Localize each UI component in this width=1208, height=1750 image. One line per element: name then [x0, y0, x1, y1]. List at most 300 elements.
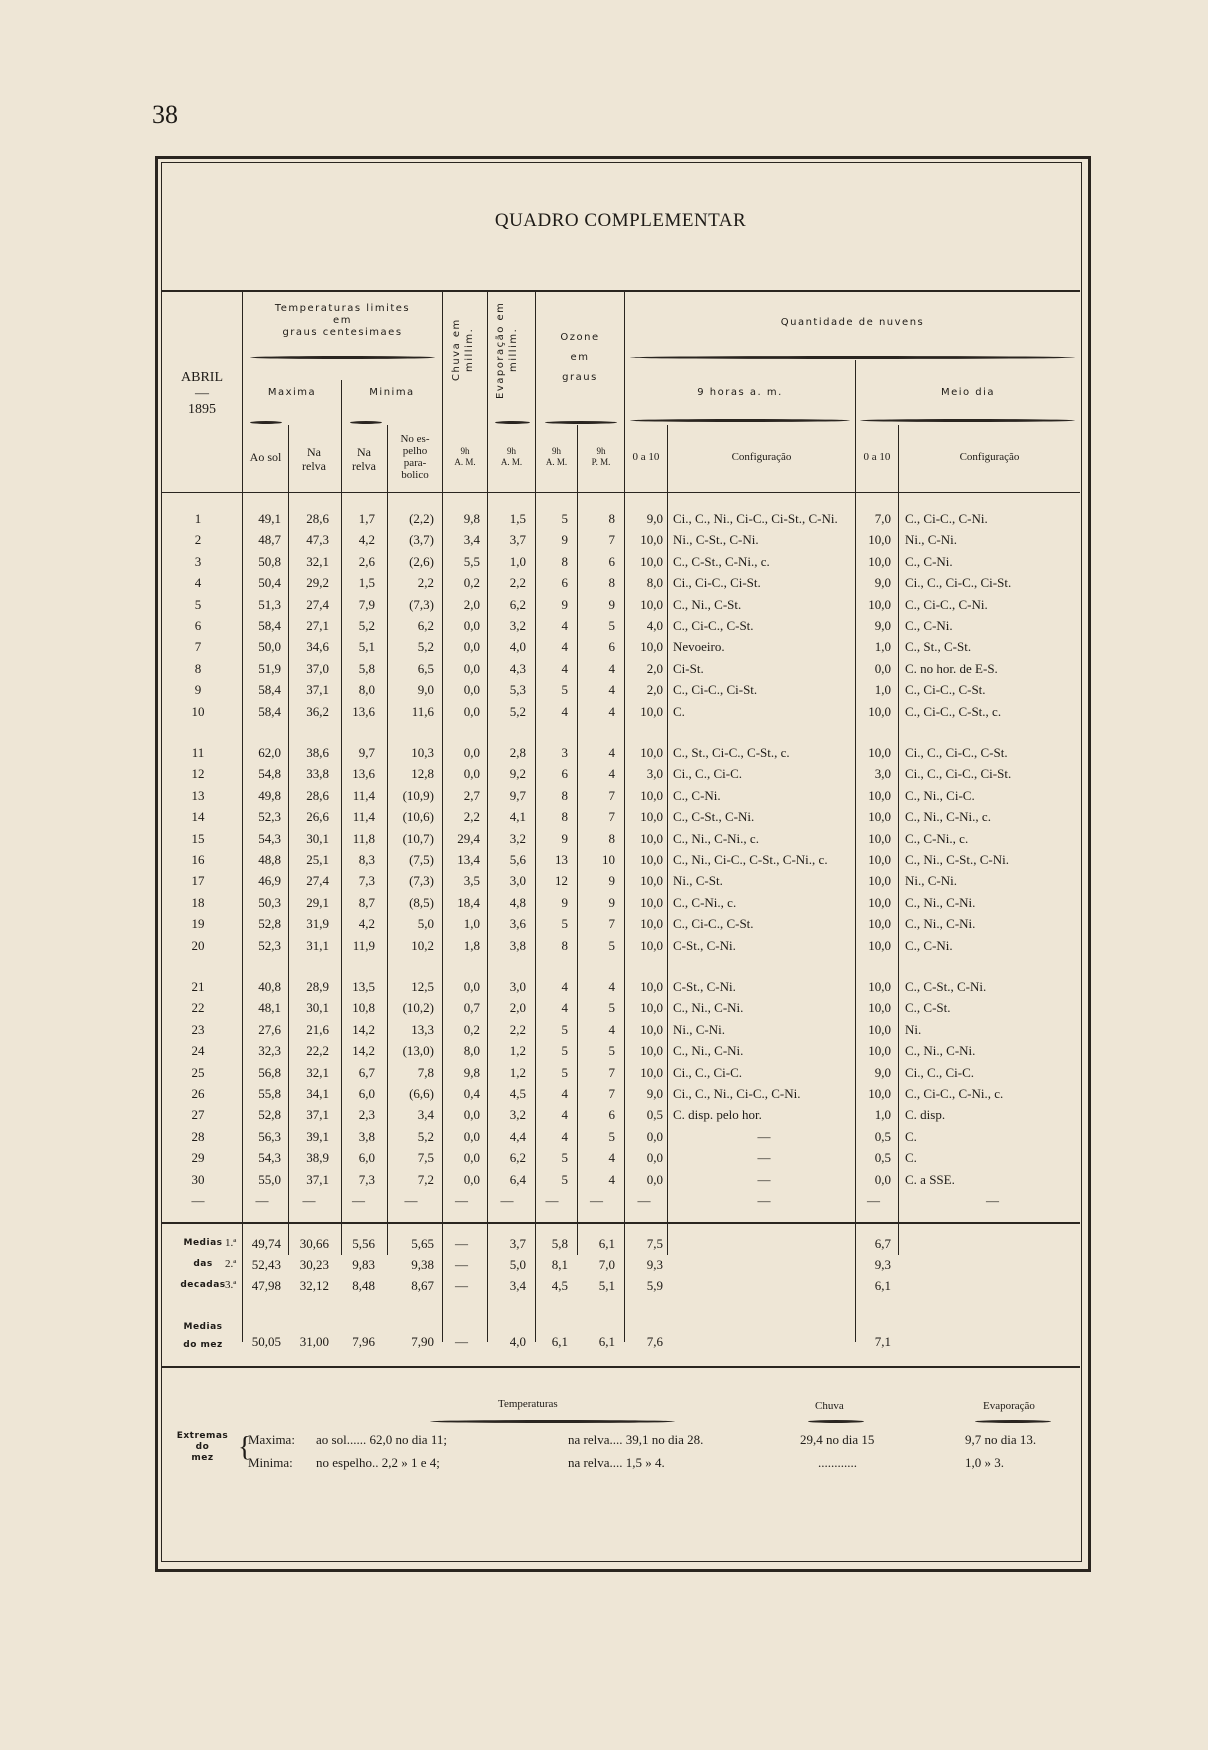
cell-clouds-am: 7,6: [646, 1334, 663, 1349]
cell-min-mirror: 2,2: [417, 575, 434, 591]
cell-max-sun: 49,8: [258, 787, 281, 803]
cell-ozone-pm: 6: [608, 553, 615, 569]
cell-evaporation: 3,2: [509, 1107, 526, 1123]
cell-max-sun: 32,3: [258, 1043, 281, 1059]
cell-day: 29: [191, 1150, 205, 1166]
cell-config-noon: C., St., C-St.: [905, 639, 972, 655]
header-nuvens: Quantidade de nuvens: [780, 317, 925, 328]
cell-min-grass: 9,83: [352, 1257, 375, 1272]
cell-day: 4: [194, 575, 202, 591]
cell-max-sun: 55,0: [258, 1171, 281, 1187]
medias-mez-label: Medias do mez: [183, 1322, 223, 1350]
cell-min-grass: 4,2: [358, 532, 375, 548]
table-row: [161, 508, 1080, 529]
table-row: [161, 997, 1080, 1018]
footer-max-evap: 9,7 no dia 13.: [965, 1432, 1037, 1447]
cell-max-sun: 52,8: [258, 916, 281, 932]
cell-max-sun: 54,3: [258, 1150, 281, 1166]
cell-rain: —: [455, 1236, 468, 1251]
cell-day: 15: [191, 830, 205, 846]
cell-rain: —: [455, 1278, 468, 1293]
cell-ozone-am: 4: [561, 660, 568, 676]
cell-clouds-am: 2,0: [646, 682, 663, 698]
cell-max-sun: 47,98: [251, 1278, 281, 1293]
cell-max-grass: 31,00: [299, 1334, 329, 1349]
cell-ozone-am: 4: [561, 639, 568, 655]
table-row: [161, 870, 1080, 891]
cell-clouds-noon: 10,0: [868, 745, 891, 760]
cell-clouds-am: 0,0: [646, 1150, 663, 1166]
cell-rain: 13,4: [457, 852, 480, 867]
cell-config-noon: C., Ci-C., C-Ni.: [905, 596, 988, 612]
cell-min-grass: 8,7: [358, 894, 375, 910]
cell-rain: —: [455, 1193, 468, 1208]
cell-min-mirror: 6,2: [417, 618, 434, 633]
cell-clouds-am: 10,0: [640, 937, 663, 953]
swoosh: [250, 356, 435, 359]
cell-evaporation: 3,4: [509, 1278, 526, 1293]
cell-min-mirror: (10,9): [402, 787, 434, 803]
cell-rain: 0,2: [463, 1021, 480, 1037]
cell-max-grass: 37,1: [306, 682, 329, 698]
cell-min-grass: 7,3: [358, 873, 375, 889]
table-row: [161, 1169, 1080, 1190]
cell-clouds-am: 3,0: [646, 766, 663, 782]
footer-min-label: Minima:: [248, 1455, 293, 1470]
cell-rain: 0,0: [463, 1107, 480, 1123]
cell-clouds-noon: 1,0: [874, 1107, 891, 1123]
page-number: 38: [152, 100, 178, 129]
cell-min-mirror: (10,6): [402, 809, 434, 825]
swoosh: [545, 421, 617, 424]
cell-evaporation: 9,2: [509, 766, 526, 782]
cell-max-grass: 26,6: [306, 809, 329, 825]
cell-evaporation: 3,8: [509, 937, 526, 953]
cell-day: 24: [191, 1043, 205, 1059]
cell-ozone-am: 9: [561, 596, 568, 612]
cell-min-grass: 7,3: [358, 1171, 375, 1187]
cell-max-grass: 28,6: [306, 511, 329, 526]
cell-max-grass: 30,1: [306, 830, 329, 846]
cell-config-am: C., Ni., Ci-C., C-St., C-Ni., c.: [673, 852, 828, 867]
cell-ozone-am: 5: [561, 1043, 568, 1059]
cell-min-grass: 2,3: [358, 1107, 375, 1123]
cell-ozone-pm: 5: [608, 618, 615, 633]
cell-max-grass: 36,2: [306, 703, 329, 719]
cell-clouds-am: 10,0: [640, 703, 663, 719]
cell-max-grass: 30,23: [299, 1257, 329, 1272]
cell-min-mirror: (3,7): [409, 532, 434, 548]
cell-clouds-am: 5,9: [646, 1278, 663, 1293]
cell-config-am: C., Ni., C-Ni.: [673, 1043, 744, 1059]
cell-config-noon: C., Ci-C., C-St., c.: [905, 703, 1002, 719]
cell-config-noon: C., C-Ni., c.: [905, 830, 969, 846]
cell-clouds-noon: 3,0: [874, 766, 891, 782]
header-nove-horas: 9 horas a. m.: [697, 387, 783, 398]
cell-clouds-noon: 10,0: [868, 1043, 891, 1059]
cell-config-noon: C., Ni., C-Ni., c.: [905, 809, 991, 825]
cell-max-sun: 52,8: [258, 1107, 281, 1123]
swoosh: [495, 421, 530, 424]
cell-clouds-am: 9,0: [646, 1086, 663, 1101]
cell-evaporation: 1,0: [509, 553, 526, 569]
cell-max-sun: 50,0: [258, 639, 281, 655]
table-title: QUADRO COMPLEMENTAR: [494, 210, 747, 231]
cell-clouds-am: 10,0: [640, 596, 663, 612]
cell-evaporation: 2,2: [509, 575, 526, 591]
cell-min-grass: 11,4: [352, 787, 375, 803]
cell-config-am: Ci., C., Ci-C.: [673, 1064, 742, 1080]
cell-min-grass: 5,56: [352, 1236, 375, 1251]
cell-rain: 0,0: [463, 766, 480, 782]
cell-min-grass: —: [352, 1193, 365, 1208]
cell-clouds-noon: 1,0: [874, 682, 891, 698]
cell-clouds-am: 8,0: [646, 575, 663, 591]
cell-min-mirror: (10,7): [402, 830, 434, 846]
cell-min-grass: 11,4: [352, 809, 375, 825]
cell-min-mirror: (2,6): [409, 553, 434, 569]
cell-clouds-noon: 10,0: [868, 894, 891, 910]
header-maxima: Maxima: [267, 387, 317, 398]
sub-config-md: Configuração: [959, 451, 1020, 463]
cell-min-mirror: 11,6: [411, 703, 434, 719]
cell-clouds-noon: 10,0: [868, 830, 891, 846]
cell-evaporation: 3,0: [509, 873, 526, 889]
cell-evaporation: 1,2: [509, 1064, 526, 1080]
cell-min-grass: 6,0: [358, 1086, 375, 1101]
cell-min-grass: 3,8: [358, 1128, 375, 1144]
cell-min-grass: 4,2: [358, 916, 375, 932]
cell-max-grass: 29,2: [306, 575, 329, 591]
footer-min-text1: no espelho.. 2,2 » 1 e 4;: [316, 1455, 440, 1470]
cell-clouds-noon: 10,0: [868, 979, 891, 994]
cell-ozone-am: 4: [561, 1128, 568, 1144]
cell-ozone-am: 9: [561, 532, 568, 548]
cell-max-grass: 28,6: [306, 787, 329, 803]
header-ozone: Ozone em graus: [560, 332, 600, 383]
cell-config-am: C., Ni., C-Ni., c.: [673, 830, 759, 846]
cell-max-grass: 37,1: [306, 1107, 329, 1123]
cell-ozone-pm: 9: [608, 873, 615, 889]
sub-quantity-am: 0 a 10: [632, 451, 660, 463]
table-row: [161, 892, 1080, 913]
cell-min-mirror: (2,2): [409, 511, 434, 526]
cell-max-sun: 56,8: [258, 1064, 281, 1080]
cell-day: 17: [191, 873, 205, 889]
sub-na-relva-max: Na relva: [302, 445, 326, 473]
cell-rain: 3,5: [463, 873, 480, 889]
cell-clouds-noon: 0,0: [874, 1171, 891, 1187]
cell-min-grass: 11,8: [352, 830, 375, 846]
cell-day: 27: [191, 1107, 205, 1123]
swoosh: [630, 419, 850, 422]
cell-max-grass: 38,9: [306, 1150, 329, 1166]
cell-ozone-am: 9: [561, 830, 568, 846]
cell-ozone-am: 6: [561, 766, 568, 782]
cell-evaporation: 5,6: [509, 852, 526, 867]
cell-config-noon: C. no hor. de E-S.: [905, 660, 998, 676]
cell-min-mirror: 7,5: [417, 1150, 434, 1166]
cell-ozone-pm: 10: [602, 852, 615, 867]
table-row: [161, 701, 1080, 722]
cell-config-am: C., St., Ci-C., C-St., c.: [673, 745, 790, 760]
cell-clouds-noon: 6,7: [874, 1236, 891, 1251]
cell-config-am: Ni., C-St.: [673, 873, 723, 889]
cell-day: 12: [191, 766, 205, 782]
footer-max-label: Maxima:: [248, 1432, 295, 1447]
sub-no-espelho: No es- pelho para- bolico: [400, 433, 430, 481]
cell-ozone-pm: 4: [608, 766, 615, 782]
table-row: [161, 913, 1080, 934]
footer-max-text1: ao sol...... 62,0 no dia 11;: [316, 1432, 447, 1447]
cell-min-grass: 2,6: [358, 553, 375, 569]
cell-clouds-noon: 1,0: [874, 639, 891, 655]
cell-max-sun: 51,9: [258, 660, 281, 676]
cell-day: 18: [191, 894, 205, 910]
cell-ozone-am: 5: [561, 1064, 568, 1080]
cell-ozone-pm: 8: [608, 830, 615, 846]
cell-config-am: C., C-St., C-Ni.: [673, 809, 755, 825]
cell-max-grass: 37,0: [306, 660, 329, 676]
table-row: [161, 828, 1080, 849]
cell-min-mirror: 8,67: [411, 1278, 434, 1293]
cell-rain: 5,5: [463, 553, 480, 569]
cell-config-am: Ci., C., Ni., Ci-C., Ci-St., C-Ni.: [673, 511, 838, 526]
swoosh: [250, 421, 282, 424]
cell-min-mirror: (7,3): [409, 873, 434, 889]
medias-rule: [161, 1222, 1080, 1224]
cell-ozone-pm: 4: [608, 1150, 615, 1166]
cell-ozone-pm: —: [590, 1193, 603, 1208]
cell-max-grass: 25,1: [306, 852, 329, 867]
cell-clouds-noon: 9,3: [874, 1257, 891, 1272]
cell-config-noon: C., C-Ni.: [905, 937, 953, 953]
cell-decade: 2.ª: [225, 1258, 237, 1270]
cell-clouds-am: 4,0: [646, 618, 663, 633]
cell-max-grass: 31,1: [306, 937, 329, 953]
footer-chuva: Chuva: [815, 1400, 844, 1412]
cell-min-mirror: 5,65: [411, 1236, 434, 1251]
cell-max-grass: 28,9: [306, 979, 329, 994]
cell-rain: 9,8: [463, 1064, 480, 1080]
cell-min-grass: 8,0: [358, 682, 375, 698]
cell-min-mirror: 12,5: [411, 979, 434, 994]
sub-config-am: Configuração: [731, 451, 792, 463]
cell-ozone-am: 4: [561, 1000, 568, 1016]
cell-clouds-am: 10,0: [640, 916, 663, 932]
cell-day: 23: [191, 1021, 205, 1037]
medias-row: [161, 1275, 1080, 1296]
cell-max-sun: 52,43: [251, 1257, 281, 1272]
cell-ozone-pm: 4: [608, 1021, 615, 1037]
medias-label: Medias das decadas: [180, 1238, 226, 1290]
cell-ozone-pm: 7: [608, 787, 615, 803]
cell-ozone-am: 4: [561, 1086, 568, 1101]
swoosh: [860, 419, 1075, 422]
cell-config-noon: Ci., C., Ci-C., C-St.: [905, 745, 1008, 760]
cell-min-grass: 10,8: [352, 1000, 375, 1016]
cell-config-am: C-St., C-Ni.: [673, 937, 736, 953]
cell-evaporation: 3,7: [509, 532, 526, 548]
cell-min-mirror: 13,3: [411, 1021, 434, 1037]
cell-max-grass: 22,2: [306, 1043, 329, 1059]
cell-min-grass: 13,6: [352, 766, 375, 782]
cell-max-sun: 50,8: [258, 553, 281, 569]
cell-ozone-pm: 5: [608, 1128, 615, 1144]
cell-max-grass: 27,4: [306, 873, 329, 889]
cell-clouds-noon: 10,0: [868, 596, 891, 612]
cell-min-grass: 6,7: [358, 1064, 375, 1080]
cell-evaporation: 3,0: [509, 979, 526, 994]
cell-ozone-pm: 7,0: [598, 1257, 615, 1272]
cell-day: 21: [191, 979, 205, 994]
cell-clouds-noon: 10,0: [868, 852, 891, 867]
cell-config-noon: C., C-St.: [905, 1000, 951, 1016]
footer-temperaturas: Temperaturas: [498, 1398, 558, 1410]
cell-config-noon: Ci., C., Ci-C.: [905, 1064, 974, 1080]
cell-config-noon: C., Ni., C-Ni.: [905, 916, 976, 932]
cell-config-noon: Ni.: [905, 1021, 922, 1037]
cell-clouds-am: 7,5: [646, 1236, 663, 1251]
cell-day: 22: [191, 1000, 205, 1016]
cell-ozone-am: 6: [561, 575, 568, 591]
cell-config-am: Nevoeiro.: [673, 639, 725, 655]
cell-ozone-pm: 4: [608, 979, 615, 994]
cell-max-grass: 32,1: [306, 1064, 329, 1080]
cell-rain: 29,4: [457, 830, 480, 846]
cell-clouds-am: 10,0: [640, 809, 663, 825]
cell-min-mirror: 6,5: [417, 660, 434, 676]
cell-ozone-pm: 4: [608, 703, 615, 719]
cell-ozone-pm: 6: [608, 639, 615, 655]
cell-ozone-pm: 4: [608, 745, 615, 760]
cell-min-grass: 13,6: [352, 703, 375, 719]
cell-day: 9: [194, 682, 202, 698]
cell-ozone-am: —: [545, 1193, 559, 1208]
cell-clouds-am: 0,0: [646, 1171, 663, 1187]
cell-config-am: C., Ci-C., C-St.: [673, 618, 754, 633]
sub-ozone-am: 9h A. M.: [545, 446, 568, 467]
cell-evaporation: 2,8: [509, 745, 526, 760]
cell-max-grass: —: [302, 1193, 316, 1208]
cell-max-sun: 52,3: [258, 809, 281, 825]
cell-min-mirror: (6,6): [409, 1086, 434, 1101]
table-row: [161, 679, 1080, 700]
cell-evaporation: 4,5: [509, 1086, 526, 1101]
cell-max-sun: 58,4: [258, 703, 281, 719]
cell-rain: —: [455, 1257, 468, 1272]
cell-config-noon: C., Ci-C., C-Ni.: [905, 511, 988, 526]
cell-config-am: C., Ni., C-St.: [673, 596, 742, 612]
cell-rain: 0,4: [463, 1086, 480, 1101]
cell-ozone-pm: 6,1: [598, 1334, 615, 1349]
header-meio-dia: Meio dia: [940, 387, 996, 398]
cell-rain: 1,0: [463, 916, 480, 932]
cell-min-mirror: 10,3: [411, 745, 434, 760]
sub-quantity-md: 0 a 10: [863, 451, 891, 463]
cell-day: 1: [194, 511, 202, 526]
cell-min-mirror: (10,2): [402, 1000, 434, 1016]
header-temperatures: Temperaturas limites em graus centesimaes: [274, 303, 411, 338]
cell-day: 7: [194, 639, 202, 655]
cell-max-sun: 46,9: [258, 873, 281, 889]
cell-clouds-am: 10,0: [640, 745, 663, 760]
cell-evaporation: 5,0: [509, 1257, 526, 1272]
cell-clouds-noon: 10,0: [868, 1000, 891, 1016]
table-row: [161, 529, 1080, 550]
sub-ozone-pm: 9h P. M.: [591, 446, 611, 467]
footer-min-chuva: ............: [818, 1455, 857, 1470]
cell-evaporation: 4,4: [509, 1128, 526, 1144]
cell-min-grass: 5,8: [358, 660, 375, 676]
footer-min-text2: na relva.... 1,5 » 4.: [568, 1455, 665, 1470]
cell-evaporation: 2,0: [509, 1000, 526, 1016]
swoosh: [350, 421, 382, 424]
cell-ozone-pm: 4: [608, 682, 615, 698]
cell-evaporation: 4,0: [509, 639, 526, 655]
cell-day: 3: [194, 553, 202, 569]
cell-min-grass: 11,9: [352, 937, 375, 953]
cell-min-mirror: 12,8: [411, 766, 434, 782]
footer-max-text2: na relva.... 39,1 no dia 28.: [568, 1432, 704, 1447]
cell-max-grass: 47,3: [306, 532, 329, 548]
table-row: [161, 615, 1080, 636]
cell-min-mirror: (13,0): [402, 1043, 434, 1059]
cell-min-grass: 5,2: [358, 618, 375, 633]
cell-max-sun: 62,0: [258, 745, 281, 760]
cell-ozone-pm: 5: [608, 937, 615, 953]
table-row: [161, 1062, 1080, 1083]
cell-evaporation: 4,3: [509, 660, 526, 676]
cell-evaporation: —: [500, 1193, 514, 1208]
cell-evaporation: 4,1: [509, 809, 526, 825]
bottom-rule: [161, 1366, 1080, 1368]
cell-ozone-pm: 7: [608, 916, 615, 932]
cell-config-am: C., Ni., C-Ni.: [673, 1000, 744, 1016]
cell-ozone-am: 8: [561, 553, 568, 569]
cell-config-am: C.: [673, 703, 685, 719]
cell-evaporation: 4,8: [509, 894, 526, 910]
cell-clouds-noon: 10,0: [868, 873, 891, 889]
cell-ozone-am: 9: [561, 894, 568, 910]
table-row: [161, 1147, 1080, 1168]
sub-ao-sol: Ao sol: [249, 450, 282, 464]
table-row: [161, 1019, 1080, 1040]
footer-max-chuva: 29,4 no dia 15: [800, 1432, 875, 1447]
cell-clouds-noon: 10,0: [868, 916, 891, 932]
cell-config-noon: C., Ni., C-Ni.: [905, 894, 976, 910]
cell-day: 13: [191, 787, 205, 803]
footer-brace: {: [238, 1432, 252, 1463]
sub-na-relva-min: Na relva: [352, 445, 376, 473]
cell-ozone-am: 5: [561, 1171, 568, 1187]
cell-ozone-am: 4: [561, 1107, 568, 1123]
table-row: [161, 658, 1080, 679]
cell-rain: 0,7: [463, 1000, 480, 1016]
cell-min-mirror: 5,2: [417, 1128, 434, 1144]
cell-clouds-noon: 9,0: [874, 575, 891, 591]
cell-evaporation: 4,0: [509, 1334, 526, 1349]
cell-config-noon: C. a SSE.: [905, 1171, 955, 1187]
cell-max-sun: 54,3: [258, 830, 281, 846]
cell-max-grass: 39,1: [306, 1128, 329, 1144]
cell-config-noon: Ci., C., Ci-C., Ci-St.: [905, 766, 1012, 782]
cell-ozone-am: 5: [561, 1021, 568, 1037]
cell-rain: 2,2: [463, 809, 480, 825]
cell-clouds-am: 10,0: [640, 1043, 663, 1059]
cell-ozone-am: 5,8: [551, 1236, 568, 1251]
cell-evaporation: 3,7: [509, 1236, 526, 1251]
